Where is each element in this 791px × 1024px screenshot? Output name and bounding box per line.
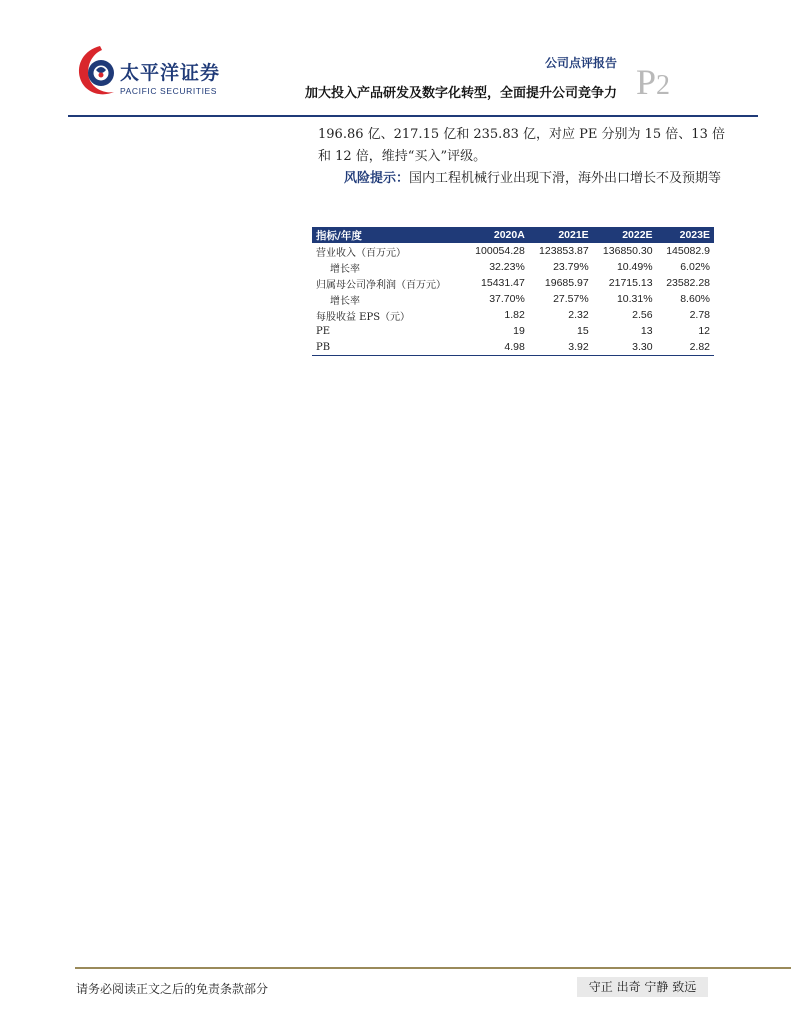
logo-chinese-name: 太平洋证券 [120,62,221,84]
footer-divider [75,967,791,969]
table-cell: 32.23% [489,261,525,273]
footer-motto: 守正 出奇 宁静 致远 [577,977,708,997]
table-cell: 27.57% [553,293,589,305]
table-row [312,259,714,275]
table-cell: 23.79% [553,261,589,273]
table-cell: 2.78 [689,309,710,321]
table-cell: 6.02% [680,261,710,273]
table-cell: 21715.13 [608,277,653,289]
table-cell: 12 [698,325,710,337]
report-type-label: 公司点评报告 [544,56,617,70]
table-cell: 100054.28 [475,245,525,257]
table-cell: 136850.30 [602,245,653,257]
table-row [312,323,714,339]
row-label: 增长率 [330,295,360,307]
table-cell: 4.98 [465,339,529,356]
table-cell: 3.92 [529,339,593,356]
table-cell: 15 [577,325,589,337]
table-cell: 1.82 [504,309,525,321]
row-label: PB [312,339,465,356]
table-row [312,307,714,323]
table-cell: 3.30 [593,339,657,356]
table-header-cell: 2022E [593,227,657,243]
table-cell: 37.70% [489,293,525,305]
row-label: 归属母公司净利润（百万元） [316,279,446,291]
table-cell: 10.31% [616,293,653,305]
financial-forecast-table [312,227,714,356]
page-number [636,64,670,104]
table-row [312,339,714,356]
footer-disclaimer: 请务必阅读正文之后的免责条款部分 [76,982,269,996]
table-cell: 13 [640,325,653,337]
table-cell: 19685.97 [544,277,589,289]
page-number-digit: 2 [656,70,671,101]
table-cell: 123853.87 [539,245,589,257]
risk-paragraph [318,168,728,190]
table-cell: 2.82 [657,339,714,356]
table-row [312,275,714,291]
table-header-cell: 指标/年度 [312,227,465,243]
logo-english-name: PACIFIC SECURITIES [120,86,218,96]
row-label: 营业收入（百万元） [316,247,406,259]
table-cell: 145082.9 [666,245,710,257]
table-cell: 8.60% [680,293,710,305]
row-label: 每股收益 EPS（元） [316,311,411,323]
page-number-letter: P [636,62,657,102]
body-text [318,124,728,190]
risk-text: 国内工程机械行业出现下滑，海外出口增长不及预期等 [409,171,722,186]
table-cell: 2.56 [632,309,653,321]
table-cell: 15431.47 [481,277,525,289]
risk-label: 风险提示： [344,171,410,186]
valuation-paragraph: 196.86 亿、217.15 亿和 235.83 亿，对应 PE 分别为 15 倍、13 倍和 12 倍，维持“买入”评级。 [318,127,725,164]
report-headline: 加大投入产品研发及数字化转型，全面提升公司竞争力 [304,86,617,101]
table-row [312,243,714,259]
header-divider [68,115,758,117]
table-row [312,291,714,307]
row-label: 增长率 [330,263,360,275]
logo-wordmark [120,58,220,96]
table-cell: 23582.28 [666,277,710,289]
table-cell: 2.32 [568,309,589,321]
table-header-cell: 2020A [465,227,529,243]
row-label: PE [316,325,331,337]
table-cell: 10.49% [616,261,653,273]
table-header-cell: 2023E [657,227,714,243]
table-cell: 19 [513,325,525,337]
table-header-row [312,227,714,243]
table-header-cell: 2021E [529,227,593,243]
